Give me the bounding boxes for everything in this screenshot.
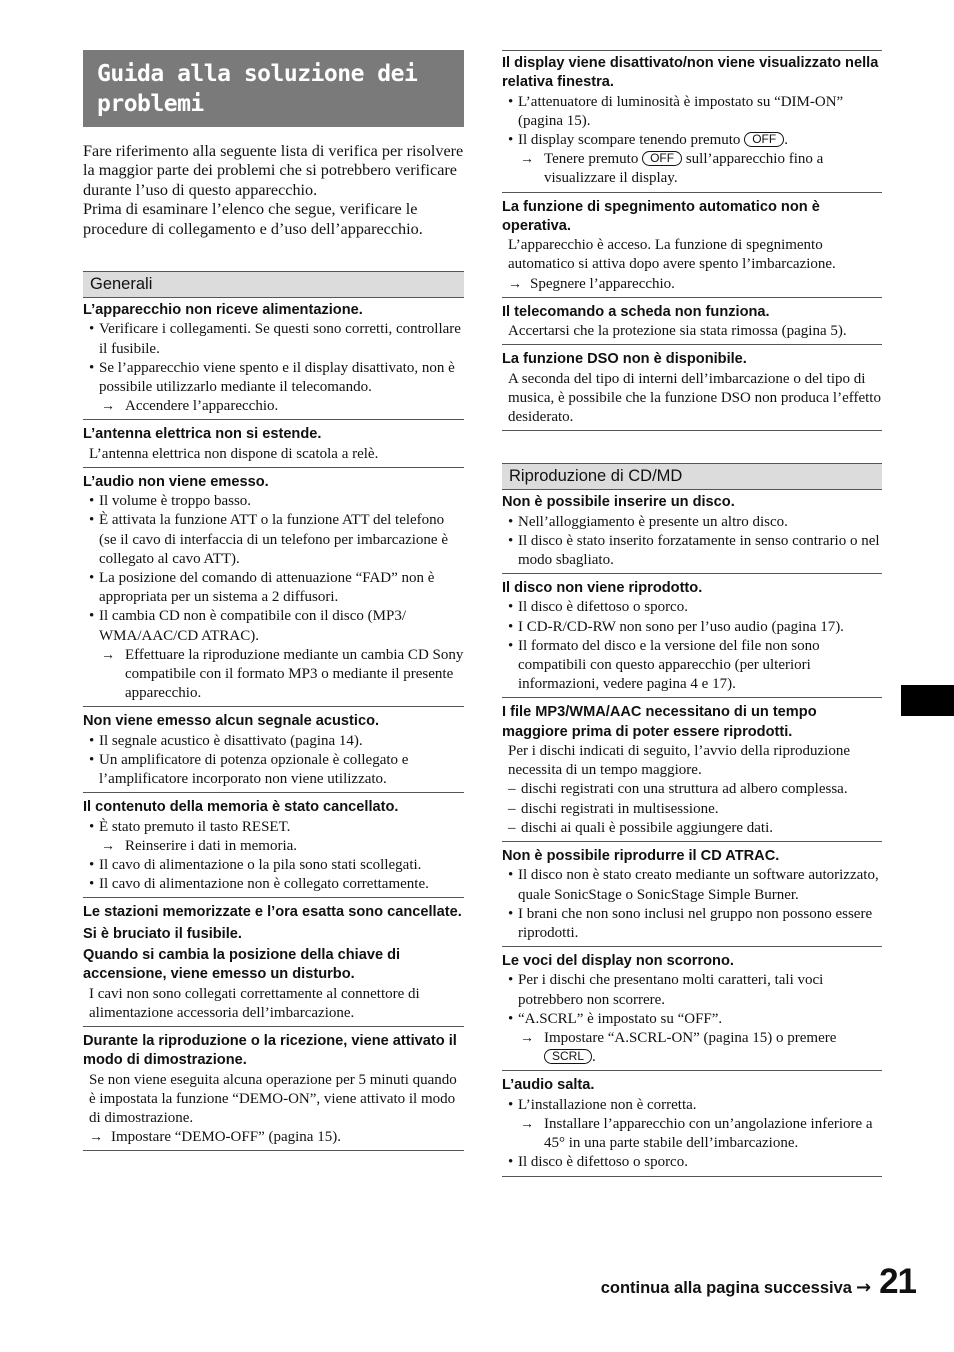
item-text: L’installazione non è corretta. [518, 1096, 697, 1113]
item-text: Accendere l’apparecchio. [125, 398, 279, 415]
item-text: Il cavo di alimentazione o la pila sono stati scollegati. [99, 856, 422, 873]
bullet-item [502, 866, 882, 904]
button-label-off: OFF [744, 132, 784, 147]
solution-text [502, 236, 882, 274]
item-text: dischi ai quali è possibile aggiungere dati. [521, 819, 774, 836]
solution-text [83, 445, 464, 464]
troubleshooting-entry [502, 300, 882, 346]
bullet-item [502, 971, 882, 1009]
item-text: Il segnale acustico è disattivato (pagina 14). [99, 732, 363, 749]
problem-title: La funzione di spegnimento automatico non è operativa. [502, 198, 820, 234]
arrow-icon: → [101, 838, 115, 854]
bullet-item [502, 1153, 882, 1172]
solution-text [83, 985, 464, 1023]
troubleshooting-entry [83, 422, 464, 468]
item-text: È stato premuto il tasto RESET. [99, 818, 291, 835]
chapter-tab [901, 685, 954, 716]
troubleshooting-entry [502, 700, 882, 842]
right-column [502, 50, 882, 1177]
troubleshooting-entry [502, 490, 882, 574]
problem-title: L’antenna elettrica non si estende. [83, 426, 322, 443]
page-title: Guida alla soluzione dei problemi [83, 50, 464, 127]
item-text: Impostare “DEMO-OFF” (pagina 15). [111, 1129, 341, 1146]
problem-title: Non viene emesso alcun segnale acustico. [83, 713, 380, 730]
left-column [83, 50, 464, 1151]
item-text: Il formato del disco e la versione del file non sono compatibili con questo apparecchio (per ulteriori informazioni, vedere pagina 4 e 17). [518, 637, 820, 693]
item-text: dischi registrati con una struttura ad albero complessa. [521, 781, 848, 798]
item-text: Un amplificatore di potenza opzionale è collegato e l’amplificatore incorporato non viene utilizzato. [99, 751, 409, 788]
problem-title: Durante la riproduzione o la ricezione, viene attivato il modo di dimostrazione. [83, 1032, 457, 1069]
bullet-item [502, 93, 882, 131]
intro-paragraph: Fare riferimento alla seguente lista di verifica per risolvere la maggior parte dei problemi che si potrebbero verificare durante l’uso di questo apparecchio. [83, 142, 464, 199]
remedy-item [502, 1115, 882, 1153]
item-text: I cavi non sono collegati correttamente al connettore di alimentazione accessoria dell’imbarcazione. [89, 985, 420, 1021]
remedy-item [502, 1029, 882, 1067]
footer [601, 1262, 916, 1302]
item-text: Spegnere l’apparecchio. [530, 275, 675, 292]
troubleshooting-entry [502, 195, 882, 298]
problem-title: L’audio salta. [502, 1077, 595, 1094]
item-text: È attivata la funzione ATT o la funzione ATT del telefono (se il cavo di interfaccia di un telefono per imbarcazione è collegato al cavo ATT). [99, 512, 448, 567]
problem-title: Il disco non viene riprodotto. [502, 580, 703, 597]
remedy-item [502, 150, 882, 188]
intro-paragraph: Prima di esaminare l’elenco che segue, verificare le procedure di collegamento e d’uso dell’apparecchio. [83, 200, 423, 238]
item-text: Installare l’apparecchio con un’angolazione inferiore a 45° in una parte stabile dell’imbarcazione. [544, 1115, 873, 1152]
bullet-item [83, 569, 464, 607]
troubleshooting-entry [502, 50, 882, 193]
item-text: Il disco è difettoso o sporco. [518, 599, 688, 616]
problem-title: Si è bruciato il fusibile. [83, 925, 242, 942]
section-heading: Riproduzione di CD/MD [502, 463, 882, 490]
problem-title: Il display viene disattivato/non viene visualizzato nella relativa finestra. [502, 55, 879, 91]
arrow-icon: → [508, 276, 522, 292]
bullet-item [502, 1096, 882, 1115]
item-text: Il volume è troppo basso. [99, 493, 252, 510]
bullet-item [502, 1010, 882, 1029]
item-text: Per i dischi indicati di seguito, l’avvio della riproduzione necessita di un tempo maggiore. [508, 743, 851, 779]
item-text: La posizione del comando di attenuazione “FAD” non è appropriata per un sistema a 2 diffusori. [99, 569, 435, 606]
troubleshooting-entry [83, 709, 464, 793]
problem-title: L’audio non viene emesso. [83, 473, 269, 490]
item-text: Se non viene eseguita alcuna operazione per 5 minuti quando è impostata la funzione “DEMO-ON”, viene attivato il modo di dimostrazione. [89, 1071, 457, 1126]
remedy-item [83, 837, 464, 856]
troubleshooting-entry [83, 470, 464, 708]
item-text: Verificare i collegamenti. Se questi sono corretti, controllare il fusibile. [99, 321, 461, 357]
problem-title: Il telecomando a scheda non funziona. [502, 303, 770, 320]
problem-title: Non è possibile riprodurre il CD ATRAC. [502, 848, 780, 865]
bullet-item [83, 511, 464, 569]
item-text: Il disco è stato inserito forzatamente in senso contrario o nel modo sbagliato. [518, 532, 880, 568]
bullet-item [502, 905, 882, 943]
bullet-item [502, 618, 882, 637]
continue-label: continua alla pagina successiva [600, 1279, 852, 1297]
dash-item [502, 800, 882, 819]
remedy-item [83, 397, 464, 416]
troubleshooting-entry [83, 795, 464, 898]
problem-title: Il contenuto della memoria è stato cancellato. [83, 799, 399, 816]
bullet-item [83, 751, 464, 789]
item-text: Effettuare la riproduzione mediante un cambia CD Sony compatibile con il formato MP3 o mediante il presente apparecchio. [125, 646, 464, 702]
bullet-item [502, 598, 882, 617]
left-sections [83, 271, 464, 1151]
item-text: L’apparecchio è acceso. La funzione di spegnimento automatico si attiva dopo avere spento l’imbarcazione. [508, 237, 836, 273]
item-text: I brani che non sono inclusi nel gruppo non possono essere riprodotti. [518, 905, 873, 941]
bullet-item [83, 818, 464, 837]
item-text: Il display scompare tenendo premuto [518, 132, 741, 148]
item-text-after: sull’apparecchio fino a visualizzare il display. [544, 151, 824, 187]
item-text: “A.SCRL” è impostato su “OFF”. [518, 1010, 723, 1027]
item-text: Per i dischi che presentano molti caratteri, tali voci potrebbero non scorrere. [518, 972, 824, 1008]
solution-text [502, 742, 882, 780]
remedy-item [83, 1128, 464, 1147]
item-text: L’attenuatore di luminosità è impostato su “DIM-ON” (pagina 15). [518, 93, 844, 129]
bullet-item [83, 875, 464, 894]
problem-title: I file MP3/WMA/AAC necessitano di un tempo maggiore prima di poter essere riprodotti. [502, 704, 817, 740]
button-label-off: OFF [642, 151, 682, 166]
item-text: Il cambia CD non è compatibile con il disco (MP3/ WMA/AAC/CD ATRAC). [99, 608, 407, 644]
bullet-item [83, 359, 464, 397]
dash-item [502, 780, 882, 799]
arrow-icon: → [520, 152, 534, 168]
troubleshooting-entry [83, 1029, 464, 1151]
problem-title: Le voci del display non scorrono. [502, 953, 734, 970]
arrow-icon: → [101, 399, 115, 415]
right-sections [502, 50, 882, 1177]
solution-text [83, 1071, 464, 1129]
problem-title: La funzione DSO non è disponibile. [502, 351, 747, 368]
item-text: Il disco è difettoso o sporco. [518, 1154, 688, 1171]
bullet-item [83, 492, 464, 511]
item-text: Il cavo di alimentazione non è collegato correttamente. [99, 876, 429, 893]
problem-title: Non è possibile inserire un disco. [502, 494, 735, 511]
bullet-item [502, 532, 882, 570]
item-text: Nell’alloggiamento è presente un altro disco. [518, 513, 788, 530]
troubleshooting-entry [502, 844, 882, 947]
section-heading: Generali [83, 271, 464, 298]
page-number: 21 [879, 1262, 916, 1301]
item-text: A seconda del tipo di interni dell’imbarcazione o del tipo di musica, è possibile che la funzione DSO non produca l’effetto desiderato. [508, 370, 881, 426]
troubleshooting-entry [83, 298, 464, 420]
item-text: Se l’apparecchio viene spento e il display disattivato, non è possibile utilizzarlo mediante il telecomando. [99, 359, 455, 395]
item-text: I CD-R/CD-RW non sono per l’uso audio (pagina 17). [518, 618, 844, 635]
item-text-after: . [592, 1049, 596, 1066]
remedy-item [502, 275, 882, 294]
solution-text [502, 322, 882, 341]
item-text: dischi registrati in multisessione. [521, 800, 719, 817]
item-text-after: . [784, 132, 788, 148]
troubleshooting-entry [502, 576, 882, 698]
item-text: Il disco non è stato creato mediante un software autorizzato, quale SonicStage o SonicStage Simple Burner. [518, 867, 879, 903]
arrow-icon: → [101, 647, 115, 663]
troubleshooting-entry [502, 347, 882, 431]
remedy-item [83, 646, 464, 704]
bullet-item [502, 637, 882, 695]
bullet-item [83, 607, 464, 645]
bullet-item [83, 320, 464, 358]
item-text: Tenere premuto [544, 151, 639, 168]
bullet-item [83, 856, 464, 875]
item-text: L’antenna elettrica non dispone di scatola a relè. [89, 445, 379, 462]
problem-title: L’apparecchio non riceve alimentazione. [83, 302, 363, 319]
button-label-scrl: SCRL [544, 1049, 592, 1064]
intro [83, 142, 464, 239]
item-text: Impostare “A.SCRL-ON” (pagina 15) o premere [544, 1030, 837, 1047]
solution-text [502, 370, 882, 428]
bullet-item [502, 513, 882, 532]
troubleshooting-entry [83, 900, 464, 1027]
arrow-icon: → [89, 1130, 103, 1146]
item-text: Accertarsi che la protezione sia stata rimossa (pagina 5). [508, 323, 847, 340]
continue-arrow-icon: → [855, 1277, 872, 1298]
bullet-item [502, 131, 882, 150]
arrow-icon: → [520, 1116, 534, 1132]
troubleshooting-entry [502, 949, 882, 1071]
dash-item [502, 819, 882, 838]
bullet-item [83, 732, 464, 751]
item-text: Reinserire i dati in memoria. [125, 837, 298, 854]
arrow-icon: → [520, 1031, 534, 1047]
troubleshooting-entry [502, 1073, 882, 1176]
problem-title: Quando si cambia la posizione della chiave di accensione, viene emesso un disturbo. [83, 946, 401, 983]
problem-title: Le stazioni memorizzate e l’ora esatta sono cancellate. [83, 904, 462, 921]
